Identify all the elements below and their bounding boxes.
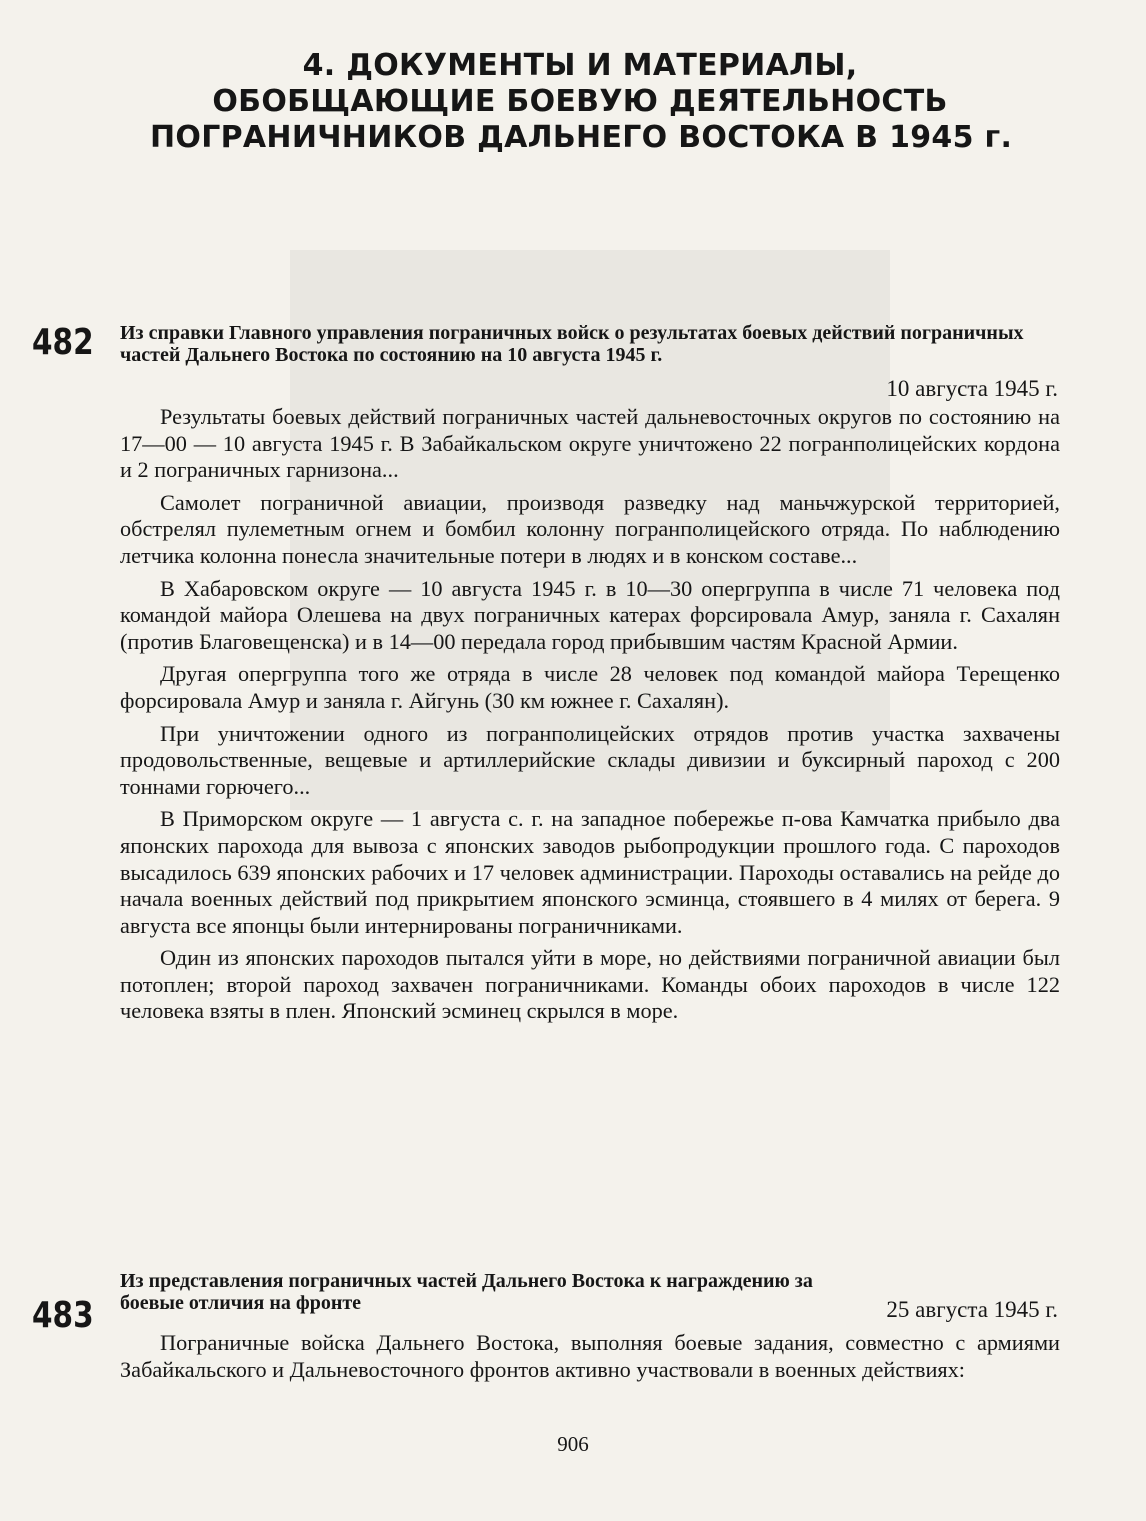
doc-body-482	[120, 404, 1060, 1031]
paragraph: При уничтожении одного из погранполицейских отрядов против участка захвачены продовольственные, вещевые и артиллерийские склады дивизии и буксирный пароход с 200 тоннами горючего...	[120, 720, 1060, 799]
doc-number-483: 483	[32, 1295, 94, 1336]
section-title-line: ПОГРАНИЧНИКОВ ДАЛЬНЕГО ВОСТОКА В 1945 г.	[150, 120, 1013, 155]
section-title-line: ОБОБЩАЮЩИЕ БОЕВУЮ ДЕЯТЕЛЬНОСТЬ	[212, 84, 948, 119]
paragraph: Другая опергруппа того же отряда в числе 28 человек под командой майора Терещенко форсировала Амур и заняла г. Айгунь (30 км южнее г. Сахалян).	[120, 661, 1060, 713]
section-title	[150, 48, 1013, 156]
doc-date-482: 10 августа 1945 г.	[886, 376, 1058, 401]
paragraph: Один из японских пароходов пытался уйти в море, но действиями пограничной авиации был потоплен; второй пароход захвачен пограничниками. Команды обоих пароходов в числе 122 человека взяты в плен. Японский эсминец скрылся в море.	[120, 945, 1060, 1024]
page-number: 906	[557, 1432, 589, 1456]
paragraph: Результаты боевых действий пограничных частей дальневосточных округов по состоянию на 17—00 — 10 августа 1945 г. В Забайкальском округе уничтожено 22 погранполицейских кордона и 2 пограничных гарнизона...	[120, 404, 1060, 483]
paragraph: Самолет пограничной авиации, производя разведку над маньчжурской территорией, обстрелял пулеметным огнем и бомбил колонну погранполицейского отряда. По наблюдению летчика колонна понесла значительные потери в людях и в конском составе...	[120, 489, 1060, 568]
section-title-line: 4. ДОКУМЕНТЫ И МАТЕРИАЛЫ,	[302, 48, 858, 83]
doc-number-482: 482	[32, 322, 94, 363]
doc-date-483: 25 августа 1945 г.	[886, 1297, 1058, 1322]
paragraph: В Хабаровском округе — 10 августа 1945 г. в 10—30 опергруппа в числе 71 человека под командой майора Олешева на двух пограничных катерах форсировала Амур, заняла г. Сахалян (против Благовещенска) и в 14—00 передала город прибывшим частям Красной Армии.	[120, 575, 1060, 654]
paragraph: Пограничные войска Дальнего Востока, выполняя боевые задания, совместно с армиями Забайкальского и Дальневосточного фронтов активно участвовали в военных действиях:	[120, 1330, 1060, 1382]
doc-heading-483: Из представления пограничных частей Дальнего Востока к награждению за боевые отличия на фронте	[120, 1270, 813, 1314]
paragraph: В Приморском округе — 1 августа с. г. на западное побережье п-ова Камчатка прибыло два японских парохода для вывоза с японских заводов рыбопродукции прошлого года. С пароходов высадилось 639 японских рабочих и 17 человек администрации. Пароходы оставались на рейде до начала военных действий под прикрытием японского эсминца, стоявшего в 4 милях от берега. 9 августа все японцы были интернированы пограничниками.	[120, 806, 1060, 938]
doc-heading-482: Из справки Главного управления пограничных войск о результатах боевых действий пограничных частей Дальнего Востока по состоянию на 10 августа 1945 г.	[120, 322, 1024, 366]
doc-body-483	[120, 1330, 1060, 1389]
